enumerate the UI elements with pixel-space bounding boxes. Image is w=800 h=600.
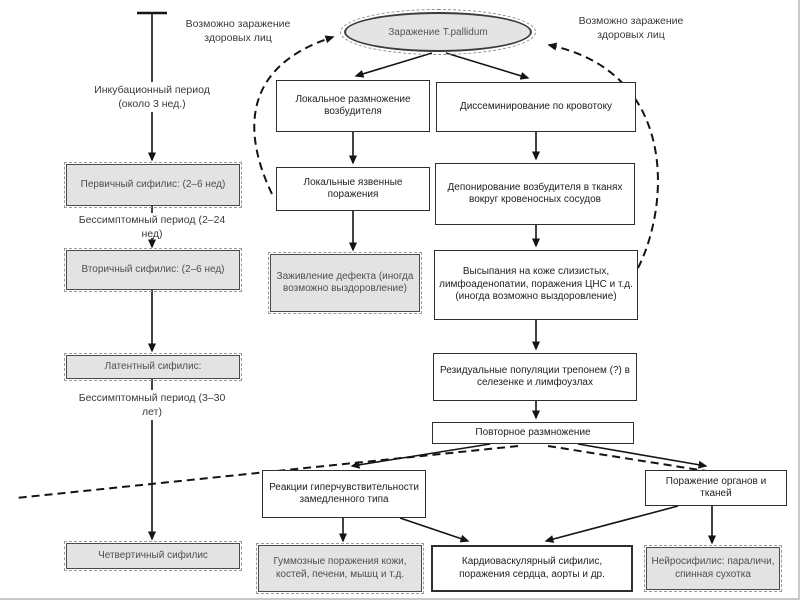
label-incubation-period: Инкубационный период (около 3 нед.) <box>94 84 210 110</box>
box-deposition: Депонирование возбудителя в тканях вокруг кровеносных сосудов <box>435 163 635 225</box>
box-organ-damage: Поражение органов и тканей <box>645 470 787 506</box>
label-asymptomatic-period-2: Бессимптомный период (3–30 лет) <box>78 392 226 418</box>
note-right-infection: Возможно заражение здоровых лиц <box>578 15 684 41</box>
note-left-infection: Возможно заражение здоровых лиц <box>185 18 291 44</box>
box-gummas: Гуммозные поражения кожи, костей, печени, мышц и т.д. <box>258 545 422 592</box>
label-asymptomatic-period-1: Бессимптомный период (2–24 нед) <box>78 214 226 240</box>
infection-ellipse-label: Заражение T.pallidum <box>344 12 532 52</box>
stage-quaternary-syphilis: Четвертичный сифилис <box>66 543 240 569</box>
infection-ellipse <box>340 9 536 55</box>
stage-primary-syphilis: Первичный сифилис: (2–6 нед) <box>66 164 240 206</box>
box-residual-populations: Резидуальные популяции трепонем (?) в селезенке и лимфоузлах <box>433 353 637 401</box>
stage-latent-syphilis: Латентный сифилис: <box>66 355 240 379</box>
box-rashes: Высыпания на коже слизистых, лимфоаденопатии, поражения ЦНС и т.д. (иногда возможно выздоровление) <box>434 250 638 320</box>
box-dissemination: Диссеминирование по кровотоку <box>436 82 636 132</box>
box-local-ulcers: Локальные язвенные поражения <box>276 167 430 211</box>
box-cardiovascular-syphilis: Кардиоваскулярный сифилис, поражения сердца, аорты и др. <box>431 545 633 592</box>
box-neurosyphilis: Нейросифилис: параличи, спинная сухотка <box>646 547 780 590</box>
stage-secondary-syphilis: Вторичный сифилис: (2–6 нед) <box>66 250 240 290</box>
box-local-multiplication: Локальное размножение возбудителя <box>276 80 430 132</box>
box-hypersensitivity: Реакции гиперчувствительности замедленного типа <box>262 470 426 518</box>
box-defect-healing: Заживление дефекта (иногда возможно выздоровление) <box>270 254 420 312</box>
box-repeated-multiplication: Повторное размножение <box>432 422 634 444</box>
dashed-arrow-right-reinfection <box>549 45 658 268</box>
